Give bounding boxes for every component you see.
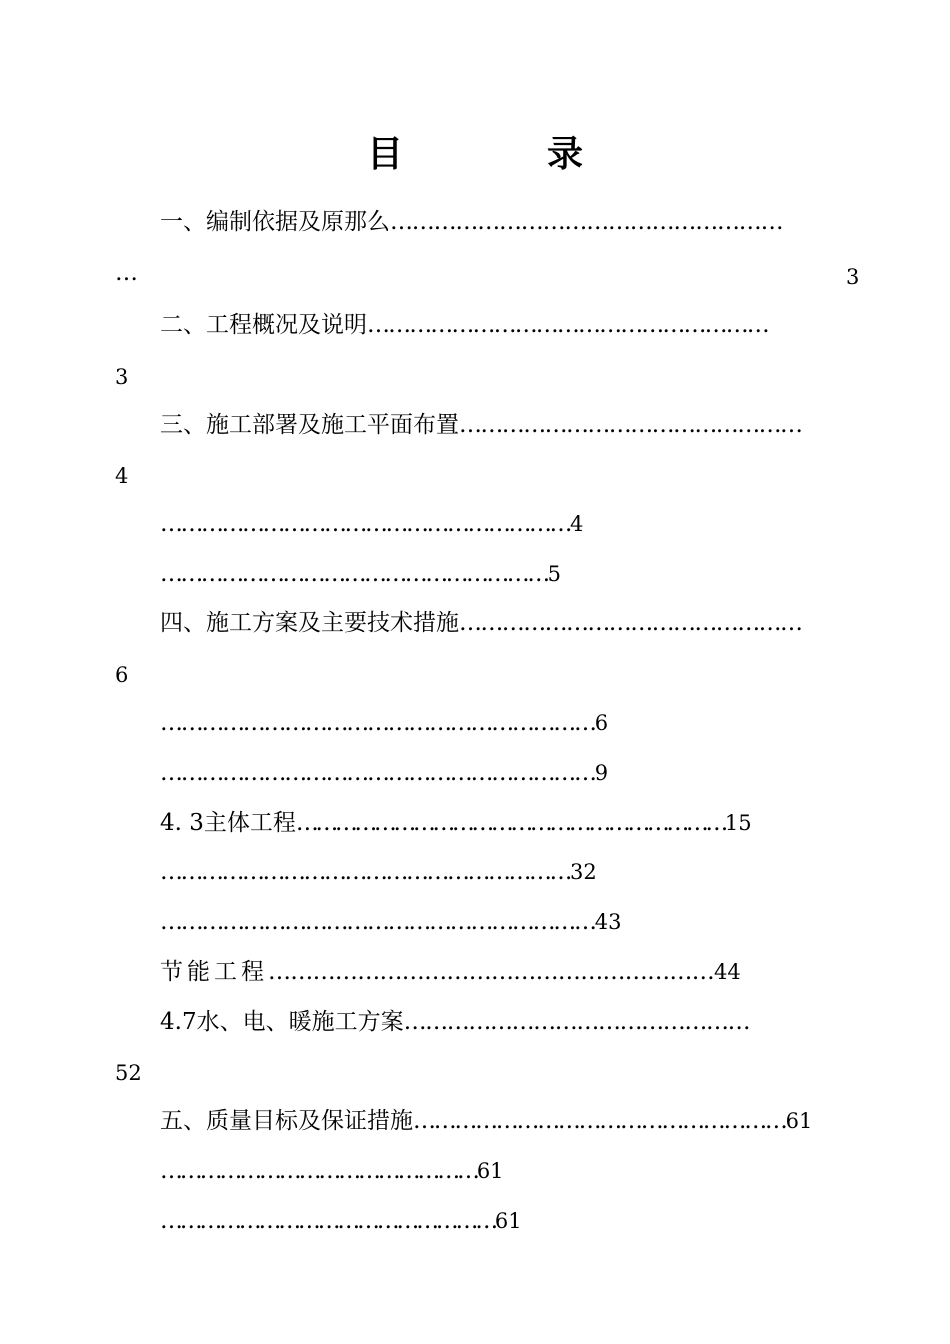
- toc-page-number: 4: [115, 464, 129, 488]
- toc-leader-dots: ………………………………………………………: [160, 760, 595, 786]
- toc-entry-label: 节能工程: [160, 959, 268, 985]
- toc-page-number: 15: [724, 811, 752, 835]
- toc-title: 目 录: [366, 134, 637, 175]
- toc-leader-dots: …………………………………………: [459, 412, 802, 438]
- toc-entry-label: 4. 3主体工程: [160, 810, 296, 836]
- toc-page-number: 43: [594, 910, 622, 934]
- toc-entry-label: 4.7水、电、暖施工方案: [160, 1009, 404, 1035]
- toc-page-number: 9: [594, 761, 609, 785]
- toc-entry[interactable]: [160, 310, 768, 340]
- toc-entry[interactable]: [160, 907, 621, 937]
- toc-leader-dots: …………………………………………: [160, 1158, 477, 1184]
- toc-entry[interactable]: [160, 857, 597, 887]
- toc-entry[interactable]: [160, 207, 782, 237]
- toc-entry[interactable]: [160, 559, 561, 589]
- toc-entry[interactable]: [160, 708, 608, 738]
- toc-entry[interactable]: [160, 1007, 749, 1037]
- toc-entry[interactable]: [160, 1206, 522, 1236]
- toc-page-number: 6: [115, 663, 129, 687]
- toc-leader-dots: ……………………………………………………: [160, 511, 570, 537]
- toc-entry[interactable]: [160, 509, 583, 539]
- toc-leader-dots: ……………………………………………………: [160, 859, 570, 885]
- toc-leader-dots: …………………………………………………………: [295, 810, 725, 836]
- toc-entry-label: 二、工程概况及说明: [160, 312, 367, 338]
- toc-leader-dots: …………………………………………………: [160, 561, 548, 587]
- toc-entry[interactable]: [160, 608, 801, 638]
- toc-leader-dots: ………………………………………………………: [160, 710, 595, 736]
- toc-leader-dots: …………………………………………: [459, 610, 802, 636]
- toc-leader-dots: ……………………………………………: [160, 1208, 495, 1234]
- toc-page-number: 6: [594, 711, 609, 735]
- toc-entry[interactable]: [160, 410, 801, 440]
- toc-entry-label: 五、质量目标及保证措施: [160, 1108, 413, 1134]
- toc-entry[interactable]: [160, 1156, 504, 1186]
- toc-page-number: 61: [785, 1109, 813, 1133]
- toc-page-number: 4: [570, 512, 584, 536]
- toc-entry[interactable]: [160, 758, 608, 788]
- toc-page-number: 3: [846, 265, 860, 289]
- toc-page-number: 32: [570, 860, 597, 884]
- toc-entry-label: 一、编制依据及原那么: [160, 209, 390, 235]
- toc-entry-label: 三、施工部署及施工平面布置: [160, 412, 459, 438]
- toc-leader-dots: ………………………………………………………: [160, 909, 595, 935]
- toc-page-number: 61: [494, 1209, 522, 1233]
- toc-leader-dots: ……………………………………………………: [268, 959, 715, 985]
- toc-leader-dots: ………………………………………………: [390, 209, 783, 235]
- toc-page-number: 61: [476, 1159, 504, 1183]
- toc-entry[interactable]: [160, 1106, 812, 1136]
- toc-page-number: 52: [115, 1061, 142, 1085]
- toc-entry[interactable]: [160, 808, 752, 838]
- toc-page-number: 5: [547, 562, 561, 586]
- toc-leader-dots: …………………………………………: [403, 1009, 750, 1035]
- toc-leader-dots: …………………………………………………: [367, 312, 768, 338]
- toc-entry[interactable]: [160, 957, 741, 987]
- toc-leader-dots-wrap: …: [115, 260, 138, 286]
- toc-entry-label: 四、施工方案及主要技术措施: [160, 610, 459, 636]
- toc-page-number: 44: [714, 960, 741, 984]
- toc-leader-dots: ………………………………………………: [413, 1108, 786, 1134]
- toc-page-number: 3: [115, 365, 129, 389]
